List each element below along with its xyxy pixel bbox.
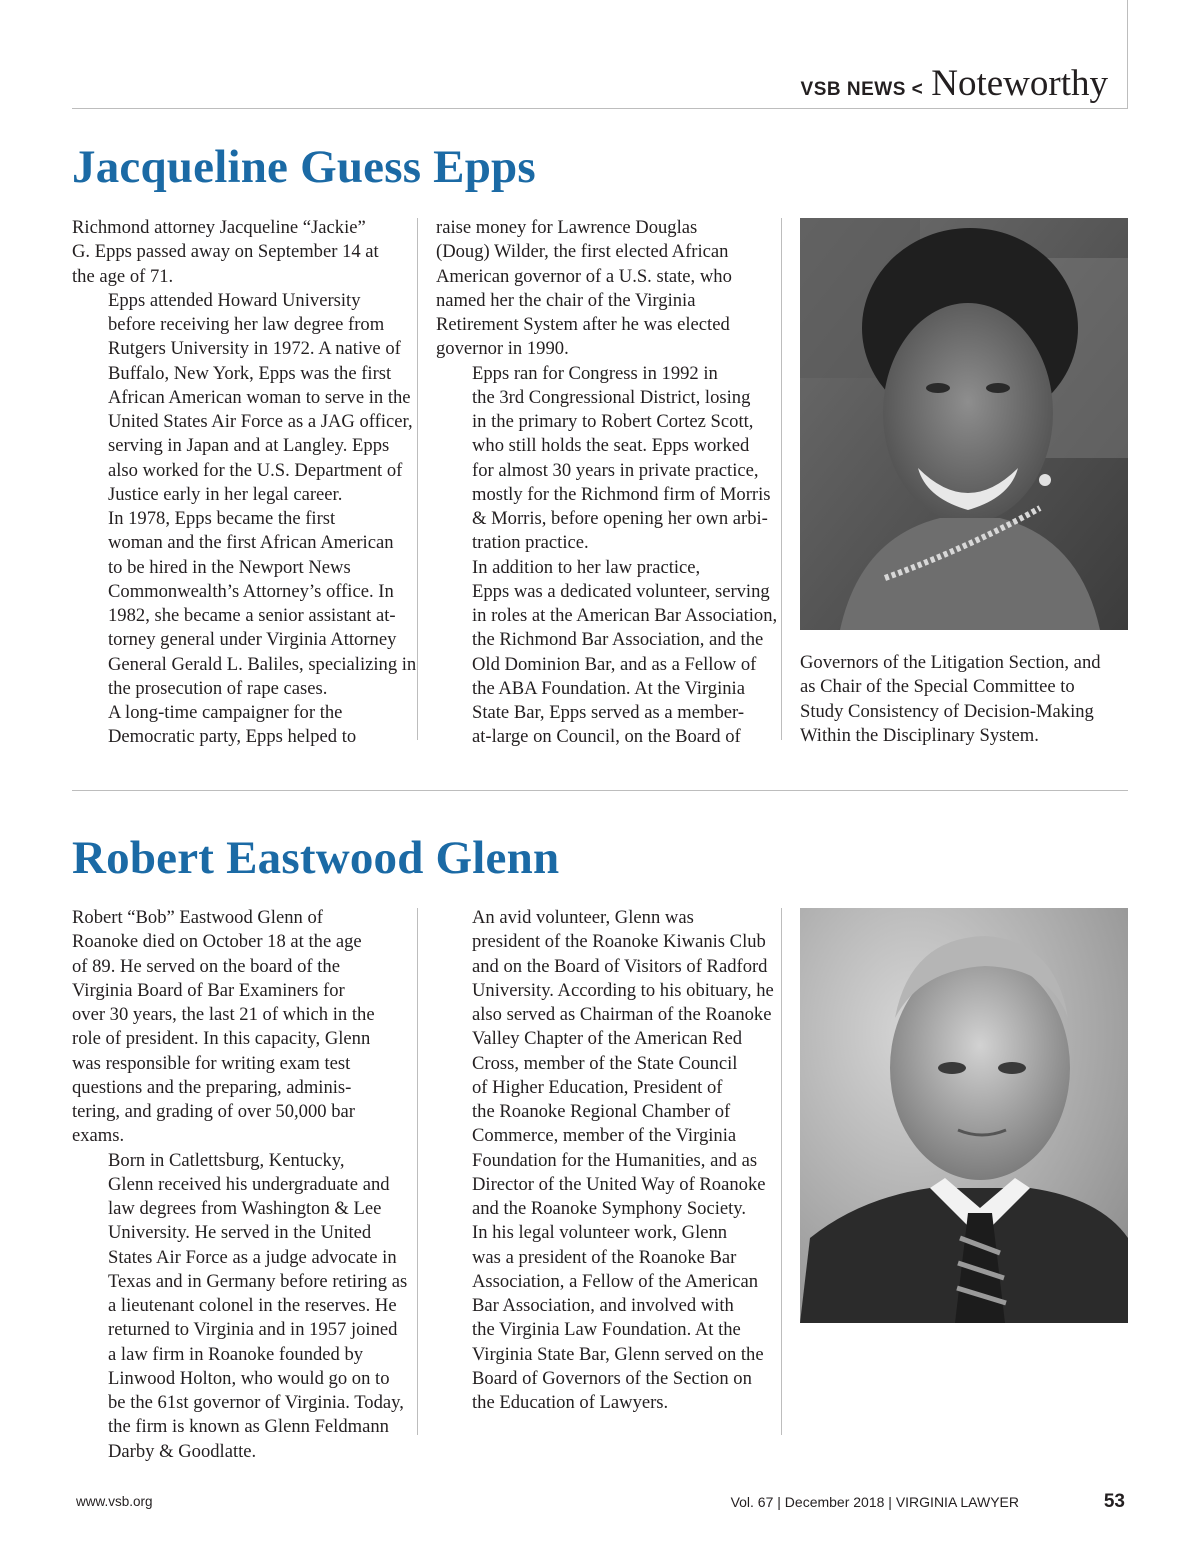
footer-issue-info: Vol. 67 | December 2018 | VIRGINIA LAWYER — [730, 1494, 1019, 1510]
text-line: as Chair of the Special Committee to — [800, 676, 1075, 698]
text-line: Commonwealth’s Attorney’s office. In — [108, 580, 394, 602]
column-divider — [417, 908, 418, 1435]
text-line: Study Consistency of Decision-Making — [800, 700, 1094, 722]
text-line: Bar Association, and involved with — [472, 1295, 734, 1316]
text-line: the Roanoke Regional Chamber of — [472, 1101, 731, 1122]
text-line: A long-time campaigner for the — [108, 702, 343, 723]
article-divider-rule — [72, 790, 1128, 791]
text-line: of 89. He served on the board of the — [72, 955, 340, 977]
article-epps-column-3 — [800, 651, 1130, 748]
column-divider — [781, 908, 782, 1435]
text-line: State Bar, Epps served as a member- — [472, 702, 745, 723]
glenn-portrait-photo — [800, 908, 1128, 1323]
text-line: Justice early in her legal career. — [108, 483, 343, 505]
text-line: 1982, she became a senior assistant at- — [108, 605, 396, 626]
text-line: Buffalo, New York, Epps was the first — [108, 362, 392, 384]
text-line: & Morris, before opening her own arbi- — [472, 508, 768, 529]
text-line: law degrees from Washington & Lee — [108, 1198, 382, 1219]
body-paragraph — [72, 906, 407, 1149]
epps-portrait-photo — [800, 218, 1128, 630]
text-line: Texas and in Germany before retiring as — [108, 1270, 408, 1292]
text-line: (Doug) Wilder, the first elected African — [436, 241, 729, 263]
text-line: the age of 71. — [72, 265, 174, 287]
text-line: also served as Chairman of the Roanoke — [472, 1004, 772, 1025]
body-paragraph — [72, 507, 417, 701]
text-line: In addition to her law practice, — [472, 556, 701, 578]
body-paragraph — [72, 701, 407, 750]
text-line: In his legal volunteer work, Glenn — [472, 1222, 728, 1244]
text-line: General Gerald L. Baliles, specializing in — [108, 653, 417, 675]
body-paragraph — [436, 556, 778, 750]
text-line: questions and the preparing, adminis- — [72, 1076, 352, 1098]
text-line: of Higher Education, President of — [472, 1076, 723, 1098]
text-line: was a president of the Roanoke Bar — [472, 1246, 737, 1268]
text-line: Governors of the Litigation Section, and — [800, 652, 1101, 673]
text-line: returned to Virginia and in 1957 joined — [108, 1319, 398, 1341]
header-title: Noteworthy — [931, 63, 1108, 104]
article-glenn-column-1 — [72, 906, 407, 1464]
text-line: and on the Board of Visitors of Radford — [472, 955, 768, 977]
text-line: African American woman to serve in the — [108, 386, 411, 408]
text-line: Association, a Fellow of the American — [472, 1270, 759, 1292]
text-line: Glenn received his undergraduate and — [108, 1173, 390, 1195]
text-line: Virginia Board of Bar Examiners for — [72, 979, 345, 1001]
text-line: Robert “Bob” Eastwood Glenn of — [72, 907, 323, 928]
text-line: Epps ran for Congress in 1992 in — [472, 362, 718, 384]
body-paragraph — [72, 216, 407, 289]
text-line: Board of Governors of the Section on — [472, 1367, 752, 1389]
text-line: University. He served in the United — [108, 1222, 372, 1244]
text-line: Foundation for the Humanities, and as — [472, 1149, 758, 1171]
text-line: raise money for Lawrence Douglas — [436, 217, 698, 238]
article-epps-column-1 — [72, 216, 417, 750]
text-line: exams. — [72, 1125, 125, 1147]
article-glenn-column-2 — [436, 906, 774, 1415]
text-line: president of the Roanoke Kiwanis Club — [472, 931, 766, 953]
text-line: American governor of a U.S. state, who — [436, 265, 732, 287]
text-line: Richmond attorney Jacqueline “Jackie” — [72, 217, 366, 238]
text-line: mostly for the Richmond firm of Morris — [472, 483, 771, 505]
text-line: Epps attended Howard University — [108, 289, 361, 311]
text-line: a law firm in Roanoke founded by — [108, 1343, 364, 1365]
text-line: serving in Japan and at Langley. Epps — [108, 435, 390, 457]
text-line: Darby & Goodlatte. — [108, 1440, 257, 1462]
text-line: governor in 1990. — [436, 338, 569, 360]
text-line: a lieutenant colonel in the reserves. He — [108, 1295, 397, 1316]
text-line: was responsible for writing exam test — [72, 1052, 351, 1074]
text-line: for almost 30 years in private practice, — [472, 459, 759, 481]
text-line: Democratic party, Epps helped to — [108, 726, 357, 748]
right-edge-rule — [1127, 0, 1128, 108]
header-section: VSB NEWS < — [800, 79, 924, 100]
text-line: University. According to his obituary, he — [472, 979, 774, 1001]
article-title-epps: Jacqueline Guess Epps — [72, 141, 536, 193]
text-line: torney general under Virginia Attorney — [108, 629, 397, 651]
text-line: in roles at the American Bar Association, — [472, 605, 778, 626]
text-line: the prosecution of rape cases. — [108, 677, 328, 699]
text-line: An avid volunteer, Glenn was — [472, 907, 694, 928]
text-line: Cross, member of the State Council — [472, 1052, 738, 1074]
body-paragraph — [72, 289, 413, 507]
text-line: be the 61st governor of Virginia. Today, — [108, 1392, 404, 1413]
text-line: Within the Disciplinary System. — [800, 724, 1039, 746]
article-epps-column-2 — [436, 216, 778, 750]
text-line: United States Air Force as a JAG officer, — [108, 411, 413, 432]
text-line: Director of the United Way of Roanoke — [472, 1173, 766, 1195]
text-line: States Air Force as a judge advocate in — [108, 1246, 397, 1268]
text-line: the Virginia Law Foundation. At the — [472, 1319, 741, 1341]
text-line: Rutgers University in 1972. A native of — [108, 338, 401, 360]
text-line: in the primary to Robert Cortez Scott, — [472, 411, 754, 432]
text-line: over 30 years, the last 21 of which in the — [72, 1004, 375, 1025]
text-line: at-large on Council, on the Board of — [472, 726, 741, 748]
body-paragraph — [72, 1149, 407, 1464]
header-rule — [72, 108, 1128, 109]
text-line: tering, and grading of over 50,000 bar — [72, 1101, 355, 1122]
text-line: who still holds the seat. Epps worked — [472, 435, 750, 457]
text-line: G. Epps passed away on September 14 at — [72, 241, 379, 263]
body-paragraph — [436, 906, 774, 1221]
text-line: Commerce, member of the Virginia — [472, 1125, 737, 1147]
body-paragraph — [800, 651, 1130, 748]
text-line: Linwood Holton, who would go on to — [108, 1367, 390, 1389]
text-line: the firm is known as Glenn Feldmann — [108, 1416, 389, 1438]
text-line: In 1978, Epps became the first — [108, 508, 336, 529]
body-paragraph — [436, 216, 771, 362]
text-line: the Education of Lawyers. — [472, 1392, 669, 1413]
footer-website-link[interactable]: www.vsb.org — [76, 1494, 153, 1509]
text-line: woman and the first African American — [108, 532, 394, 554]
text-line: the Richmond Bar Association, and the — [472, 629, 764, 651]
body-paragraph — [436, 362, 771, 556]
article-title-glenn: Robert Eastwood Glenn — [72, 832, 560, 884]
text-line: to be hired in the Newport News — [108, 556, 351, 578]
text-line: before receiving her law degree from — [108, 314, 385, 335]
text-line: named her the chair of the Virginia — [436, 289, 696, 311]
text-line: the ABA Foundation. At the Virginia — [472, 677, 745, 699]
text-line: Virginia State Bar, Glenn served on the — [472, 1343, 764, 1365]
text-line: Retirement System after he was elected — [436, 314, 730, 335]
page-number: 53 — [1103, 1491, 1125, 1512]
text-line: role of president. In this capacity, Glenn — [72, 1028, 371, 1050]
text-line: Roanoke died on October 18 at the age — [72, 931, 362, 953]
text-line: Old Dominion Bar, and as a Fellow of — [472, 653, 757, 675]
text-line: Born in Catlettsburg, Kentucky, — [108, 1149, 345, 1171]
column-divider — [417, 218, 418, 740]
text-line: Epps was a dedicated volunteer, serving — [472, 580, 770, 602]
running-header — [801, 62, 1108, 105]
body-paragraph — [436, 1221, 771, 1415]
text-line: tration practice. — [472, 532, 589, 554]
text-line: Valley Chapter of the American Red — [472, 1028, 743, 1050]
text-line: and the Roanoke Symphony Society. — [472, 1198, 747, 1219]
column-divider — [781, 218, 782, 740]
text-line: the 3rd Congressional District, losing — [472, 386, 751, 408]
text-line: also worked for the U.S. Department of — [108, 459, 403, 481]
